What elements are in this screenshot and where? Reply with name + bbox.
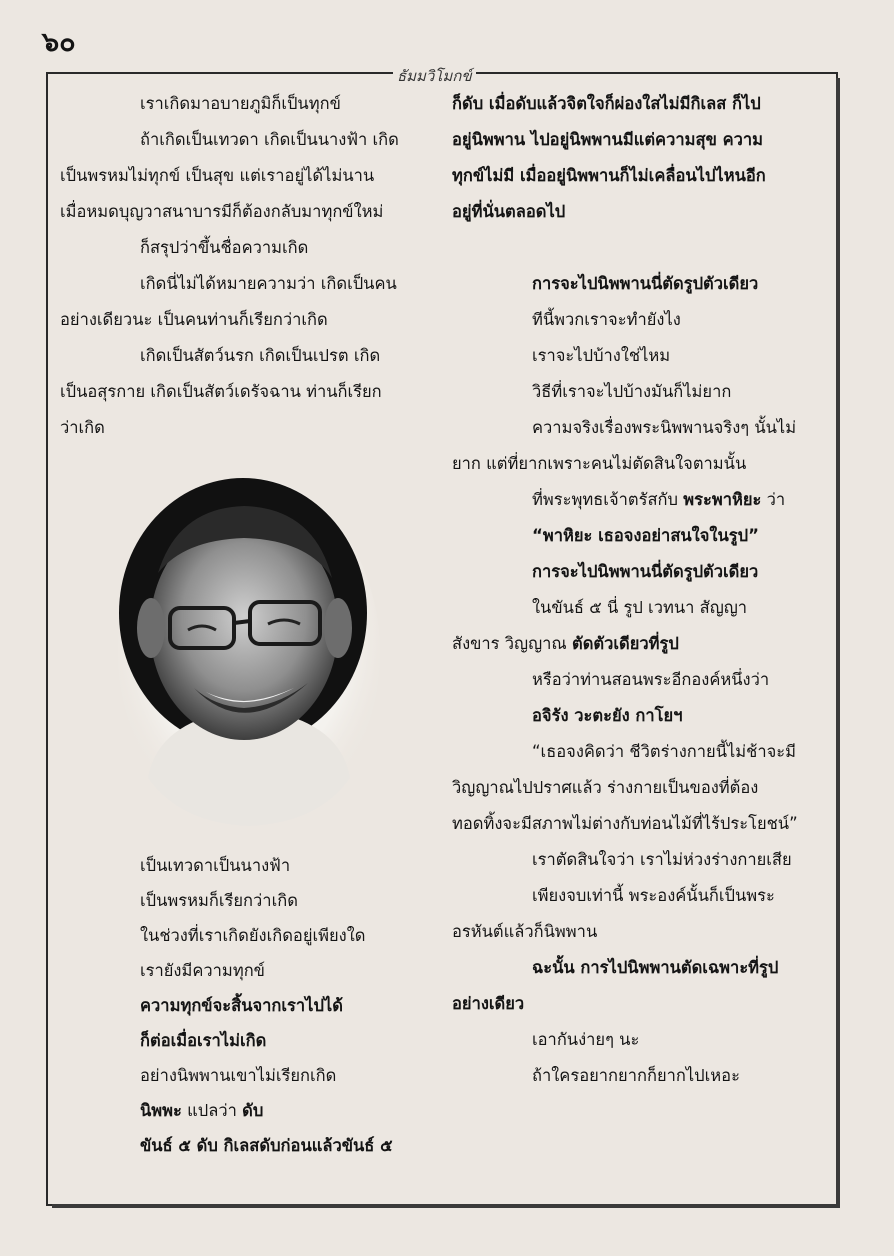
text-line: เราตัดสินใจว่า เราไม่ห่วงร่างกายเสีย [532,850,792,869]
text-line: ว่าเกิด [60,418,105,437]
text-line [60,1093,432,1128]
text-line: เป็นพรหมไม่ทุกข์ เป็นสุข แต่เราอยู่ได้ไม่นาน [60,166,375,185]
text-line: อรหันต์แล้วก็นิพพาน [452,922,598,941]
text-line: อย่างเดียวนะ เป็นคนท่านก็เรียกว่าเกิด [60,310,328,329]
text-line: ในช่วงที่เราเกิดยังเกิดอยู่เพียงใด [140,926,366,945]
text-line: ฉะนั้น การไปนิพพานตัดเฉพาะที่รูป [532,958,779,977]
text-line: การจะไปนิพพานนี่ตัดรูปตัวเดียว [532,274,759,293]
text-line: เอากันง่ายๆ นะ [532,1030,640,1049]
text-line: เมื่อหมดบุญวาสนาบารมีก็ต้องกลับมาทุกข์ใหม่ [60,202,384,221]
text-line: เป็นอสุรกาย เกิดเป็นสัตว์เดรัจฉาน ท่านก็เรียก [60,382,382,401]
text-line: อยู่ที่นั่นตลอดไป [452,202,566,221]
text-line: ยาก แต่ที่ยากเพราะคนไม่ตัดสินใจตามนั้น [452,454,747,473]
text-run: ดับ [242,1101,264,1120]
right-column [452,86,824,1094]
text-line: เป็นพรหมก็เรียกว่าเกิด [140,891,298,910]
left-column-top [60,86,432,446]
text-line: เกิดเป็นสัตว์นรก เกิดเป็นเปรต เกิด [140,346,381,365]
page-number: ๖๐ [42,27,76,58]
portrait-svg [118,478,380,828]
left-column-bottom [60,848,432,1163]
text-line: เราจะไปบ้างใช่ไหม [532,346,671,365]
text-line: ก็สรุปว่าขึ้นชื่อความเกิด [140,238,309,257]
text-line: ความจริงเรื่องพระนิพพานจริงๆ นั้นไม่ [532,418,797,437]
portrait-photo [118,478,380,828]
text-line: ถ้าใครอยากยากก็ยากไปเหอะ [532,1066,740,1085]
text-line [452,230,824,266]
text-line: เป็นเทวดาเป็นนางฟ้า [140,856,291,875]
text-line: อยู่นิพพาน ไปอยู่นิพพานมีแต่ความสุข ความ [452,130,764,149]
text-run: ว่า [761,490,786,509]
text-line [452,626,824,662]
text-line: วิธีที่เราจะไปบ้างมันก็ไม่ยาก [532,382,732,401]
text-line: วิญญาณไปปราศแล้ว ร่างกายเป็นของที่ต้อง [452,778,759,797]
text-line: “เธอจงคิดว่า ชีวิตร่างกายนี้ไม่ช้าจะมี [532,742,797,761]
text-line: ทีนี้พวกเราจะทำยังไง [532,310,681,329]
text-run: แปลว่า [181,1101,243,1120]
text-line: ความทุกข์จะสิ้นจากเราไปได้ [140,996,343,1015]
text-line [452,482,824,518]
text-line: เรายังมีความทุกข์ [140,961,265,980]
text-line: ทอดทิ้งจะมีสภาพไม่ต่างกับท่อนไม้ที่ไร้ประโยชน์” [452,814,798,833]
text-line: เราเกิดมาอบายภูมิก็เป็นทุกข์ [140,94,341,113]
text-run: พระพาหิยะ [683,490,762,509]
text-run: นิพพะ [140,1101,182,1120]
frame-shadow-right [836,78,840,1206]
text-line: ก็ต่อเมื่อเราไม่เกิด [140,1031,267,1050]
frame-shadow-bottom [52,1204,840,1208]
text-line: ขันธ์ ๕ ดับ กิเลสดับก่อนแล้วขันธ์ ๕ [140,1136,393,1155]
text-line: หรือว่าท่านสอนพระอีกองค์หนึ่งว่า [532,670,770,689]
text-run: สังขาร วิญญาณ [452,634,572,653]
text-line: “พาหิยะ เธอจงอย่าสนใจในรูป” [532,526,759,545]
text-line: ในขันธ์ ๕ นี่ รูป เวทนา สัญญา [532,598,748,617]
text-line: ทุกข์ไม่มี เมื่ออยู่นิพพานก็ไม่เคลื่อนไปไหนอีก [452,166,766,185]
text-line: ก็ดับ เมื่อดับแล้วจิตใจก็ผ่องใสไม่มีกิเลส ก็ไป [452,94,761,113]
text-line: เกิดนี่ไม่ได้หมายความว่า เกิดเป็นคน [140,274,397,293]
text-line: ถ้าเกิดเป็นเทวดา เกิดเป็นนางฟ้า เกิด [140,130,399,149]
text-line: การจะไปนิพพานนี่ตัดรูปตัวเดียว [532,562,759,581]
text-line: อจิรัง วะตะยัง กาโยฯ [532,706,683,725]
text-line: อย่างนิพพานเขาไม่เรียกเกิด [140,1066,337,1085]
text-line: อย่างเดียว [452,994,525,1013]
running-header: ธัมมวิโมกข์ [393,64,476,88]
text-line: เพียงจบเท่านี้ พระองค์นั้นก็เป็นพระ [532,886,775,905]
text-run: ตัดตัวเดียวที่รูป [571,634,679,653]
text-run: ที่พระพุทธเจ้าตรัสกับ [532,490,684,509]
